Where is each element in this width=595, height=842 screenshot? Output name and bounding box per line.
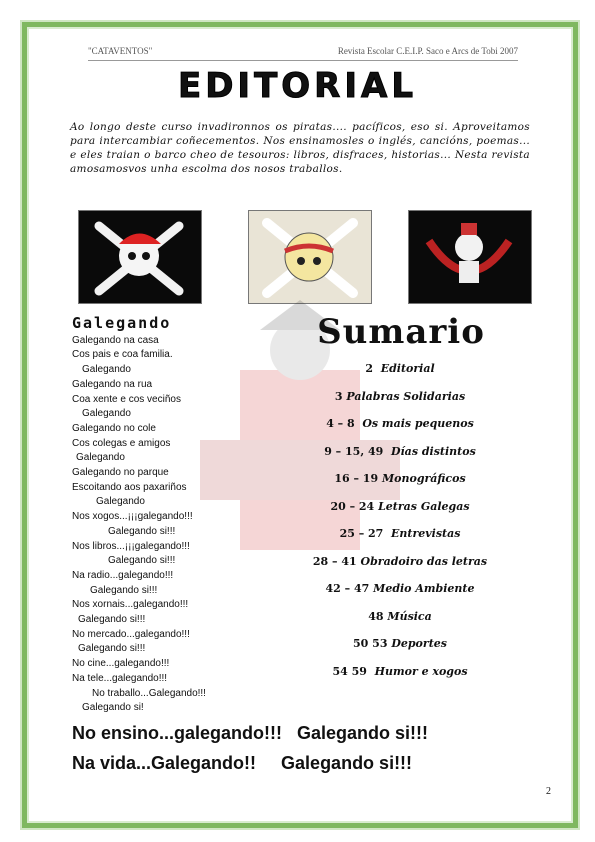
slogan-line-2: Na vida...Galegando!! Galegando si!!!: [72, 753, 413, 773]
poem-line: Galegando no parque: [72, 467, 169, 479]
editorial-text: Ao longo deste curso invadironnos os piratas.... pacíficos, eso si. Aproveitamos para intercambiar coñecementos. Nos ensinamosles o inglés, cancións, poemas... e eles traian o barco cheo de tesouros: libros, disfraces, historias... Nesta revista amosamosvos unha escolma dos nosos traballos.: [70, 121, 530, 175]
summary-label: Monográficos: [381, 472, 466, 485]
summary-pages: 42 – 47: [325, 582, 370, 595]
galegando-heading: Galegando: [72, 314, 172, 332]
poem-line: Na tele...galegando!!!: [72, 672, 168, 684]
poem-line: Cos colegas e amigos: [72, 437, 171, 449]
poem-line: Galegando: [96, 496, 145, 508]
poem-line: No traballo...Galegando!!!: [92, 687, 206, 699]
summary-pages: 2: [365, 362, 374, 375]
summary-item: [285, 665, 515, 678]
poem-line: Galegando si!!!: [78, 614, 146, 626]
poem-line: Nos libros...¡¡¡galegando!!!: [72, 540, 190, 552]
school-info: Revista Escolar C.E.I.P. Saco e Arcs de Tobi 2007: [337, 46, 518, 56]
poem-line: Coa xente e cos veciños: [72, 393, 181, 405]
summary-item: [285, 500, 515, 513]
poem-line: Escoitando aos paxariños: [72, 481, 187, 493]
magazine-name: "CATAVENTOS": [88, 46, 153, 56]
summary-label: Os mais pequenos: [362, 417, 474, 430]
page-header: [88, 46, 518, 61]
galegando-poem: [72, 316, 272, 716]
poem-line: Galegando si!!!: [90, 584, 158, 596]
summary-pages: 48: [368, 609, 384, 623]
summary-label: Medio Ambiente: [373, 582, 475, 595]
poem-line: Galegando na rua: [72, 378, 153, 390]
summary-label: Palabras Solidarias: [346, 389, 466, 403]
closing-slogans: [72, 718, 542, 778]
poem-line: Nos xogos...¡¡¡galegando!!!: [72, 511, 193, 523]
poem-line: Galegando: [82, 364, 131, 376]
summary-item: [285, 555, 515, 568]
summary-item: [285, 390, 515, 403]
summary-label: Música: [387, 609, 432, 623]
summary-label: Días distintos: [390, 444, 476, 458]
summary-item: [285, 610, 515, 623]
summary-pages: 20 – 24: [330, 499, 375, 513]
poem-line: Galegando no cole: [72, 422, 156, 434]
summary-pages: 4 – 8: [326, 417, 355, 430]
summary-item: [285, 362, 515, 375]
poem-line: Galegando si!: [82, 702, 144, 714]
slogan-line-1: No ensino...galegando!!! Galegando si!!!: [72, 723, 429, 743]
summary-item: [285, 637, 515, 650]
poem-line: No cine...galegando!!!: [72, 658, 170, 670]
summary-label: Deportes: [391, 637, 447, 650]
summary-label: Editorial: [380, 362, 435, 375]
summary-item: [285, 527, 515, 540]
poem-line: Galegando: [82, 408, 131, 420]
poem-line: Galegando si!!!: [108, 555, 176, 567]
summary-title: Sumario: [317, 312, 485, 352]
summary-pages: 50 53: [353, 637, 388, 650]
poem-line: No mercado...galegando!!!: [72, 628, 190, 640]
summary-item: [285, 472, 515, 485]
summary-item: [285, 582, 515, 595]
summary-label: Entrevistas: [391, 527, 461, 540]
poem-line: Galegando si!!!: [78, 643, 146, 655]
page-number: 2: [546, 786, 551, 797]
summary-pages: 25 – 27: [339, 527, 384, 540]
summary-pages: 3: [334, 389, 343, 403]
summary-pages: 54 59: [332, 664, 367, 678]
summary-pages: 16 – 19: [334, 472, 379, 485]
summary-label: Obradoiro das letras: [360, 554, 488, 568]
editorial-title: EDITORIAL: [177, 66, 417, 106]
summary-item: [285, 417, 515, 430]
summary-label: Humor e xogos: [374, 664, 468, 678]
poem-line: Cos pais e coa familia.: [72, 349, 173, 361]
summary-label: Letras Galegas: [378, 499, 470, 513]
pirate-flag-image-3: [408, 210, 532, 304]
poem-line: Nos xornais...galegando!!!: [72, 599, 189, 611]
poem-line: Galegando na casa: [72, 334, 159, 346]
summary-item: [285, 445, 515, 458]
pirate-flag-image-1: [78, 210, 202, 304]
summary-pages: 9 – 15, 49: [324, 444, 384, 458]
poem-line: Galegando si!!!: [108, 525, 176, 537]
summary-pages: 28 – 41: [312, 554, 357, 568]
poem-line: Galegando: [76, 452, 125, 464]
poem-line: Na radio...galegando!!!: [72, 569, 174, 581]
